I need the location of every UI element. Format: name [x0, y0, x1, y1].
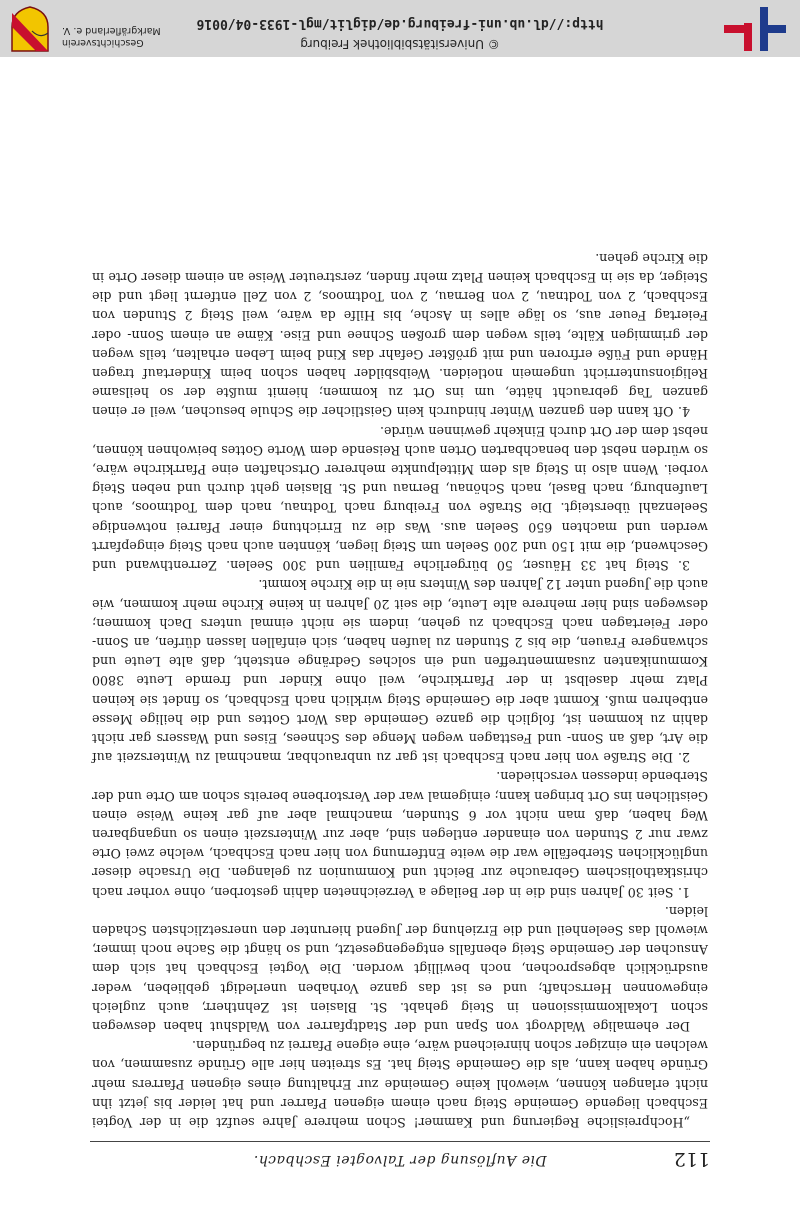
- paragraph: 2. Die Straße von hier nach Eschbach ist gar zu unbrauchbar, manchmal zu Winterszeit auf die Art, daß an Sonn- und Festtagen wegen Menge des Schnees, Eises und Wassers gar nicht dahin zu kommen ist, folglich die ganze Gemeinde das Wort Gottes und die heilige Messe entbehren muß. Kommt aber die Gemeinde Steig wirklich nach Eschbach, so findet sie keinen Platz mehr daselbst in der Pfarrkirche, weil ohne Kinder und fremde Leute 3800 Kommunikanten zusammentreffen und ein solches Gedränge entsteht, daß alte Leute und schwangere Frauen, die bis 2 Stunden zu laufen haben, sich einfallen lassen dürfen, an Sonn- oder Feiertagen nach Eschbach zu gehen, indem sie nicht einmal unters Dach kommen; deswegen sind hier mehrere alte Leute, die seit 20 Jahren in keine Kirche mehr kommen, wie auch die Jugend unter 12 Jahren des Winters nie in die Kirche kommt.: [92, 577, 708, 766]
- running-title: Die Auflösung der Talvogtei Eschbach.: [253, 1152, 547, 1168]
- paragraph: 4. Oft kann den ganzen Winter hindurch kein Geistlicher die Schule besuchen, weil er einen ganzen Tag gebraucht hätte, um ins Ort zu kommen; hiemit mußte der so heilsame Religionsunterricht ungemein notleiden. Weibsbilder haben schon beim Kindertauf tragen Hände und Füße erfroren und mit größter Gefahr das Kind beim Leben erhalten, teils wegen der grimmigen Kälte, teils wegen dem großen Schnee und Eise. Käme an einem Sonn- oder Feiertag Feuer aus, so läge alles in Asche, bis Hilfe da wäre, weil Steig 2 Stunden von Eschbach, 2 von Todtnau, 2 von Bernau, 2 von Todtmoos, 2 von Zell entfernt liegt und die Steiger, da sie in Eschbach keinen Platz mehr finden, zerstreuter Weise an einem dieser Orte in die Kirche gehen.: [92, 250, 708, 420]
- header-rule: [90, 1141, 710, 1142]
- society-line: Markgräflerland e. V.: [62, 25, 161, 36]
- footer-band: [0, 0, 800, 57]
- copyright-text: © Universitätsbibliothek Freiburg: [300, 37, 500, 51]
- page-header: [90, 1146, 710, 1170]
- paragraph: „Hochpreisliche Regierung und Kammer! Schon mehrere Jahre seufzt die in der Vogtei Eschbach liegende Gemeinde Steig nach einem eigenen Pfarrer und hat leider bis jetzt ihn nicht erlangen können, wiewohl keine Gemeinde zur Erhaltung eines eigenen Pfarrers mehr Gründe haben kann, als die Gemeinde Steig hat. Es streiten hier alle Gründe zusammen, von welchen ein einziger schon hinreichend wäre, eine eigene Pfarrei zu begründen.: [92, 1038, 708, 1130]
- paragraph: 1. Seit 30 Jahren sind die in der Beilage a Verzeichneten dahin gestorben, ohne vorher nach christkatholischem Gebrauche zur Beicht und Kommunion zu gelangen. Die Ursache dieser unglücklichen Sterbefälle war die weite Entfernung von hier nach Eschbach, welche zwei Orte zwar nur 2 Stunden von einander entlegen sind, aber zur Winterszeit einen so ungangbaren Weg haben, daß man nicht vor 6 Stunden, manchmal aber auf gar keine Weise einen Geistlichen ins Ort bringen kann; einigemal war der Verstorbene bereits schon am Orte und der Sterbende indessen verschieden.: [92, 769, 708, 900]
- paragraph: 3. Steig hat 33 Häuser, 50 bürgerliche Familien und 300 Seelen. Zerrenthwand und Geschwend, die mit 150 und 200 Seelen um Steig liegen, könnten auch nach Steig eingepfarrt werden und machten 650 Seelen aus. Was die zu Errichtung einer Pfarrei notwendige Seelenzahl übersteigt. Die Straße von Freiburg nach Todtnau, nach dem Todtmoos, auch Laufenburg, nach Basel, nach Schönau, Bernau und St. Blasien geht durch und neben Steig vorbei. Wenn also in Steig als dem Mittelpunkte mehrerer Ortschaften eine Pfarrkirche wäre, so würden nebst den benachbarten Orten auch Reisende dem Worte Gottes beiwohnen können, nebst dem der Ort durch Einkehr gewinnen würde.: [92, 423, 708, 574]
- paragraph: Der ehemalige Waldvogt von Span und der Stadtpfarrer von Waldshut haben deswegen schon Lokalkommissionen in Steig gehabt. St. Blasien ist Zehntherr, auch zugleich eingewonnen Herrschaft; und es ist das ganze Vorhaben unerledigt geblieben, weder ausdrücklich abgesprochen, noch bewilligt worden. Die Vogtei Eschbach hat sich dem Ansuchen der Gemeinde Steig ebenfalls entgegengesetzt, und so hängt die Sache noch immer, wiewohl das Seelenheil und die Erziehung der Jugend hierunter den unersetzlichsten Schaden leiden.: [92, 903, 708, 1034]
- page-number: 112: [673, 1148, 710, 1170]
- society-name: [62, 24, 161, 48]
- body-text: [92, 249, 708, 1132]
- permalink-url[interactable]: http://dl.ub.uni-freiburg.de/diglit/mgl-1933-04/0016: [196, 16, 604, 31]
- society-line: Geschichtsverein: [62, 37, 144, 48]
- coat-of-arms-icon: [10, 5, 50, 53]
